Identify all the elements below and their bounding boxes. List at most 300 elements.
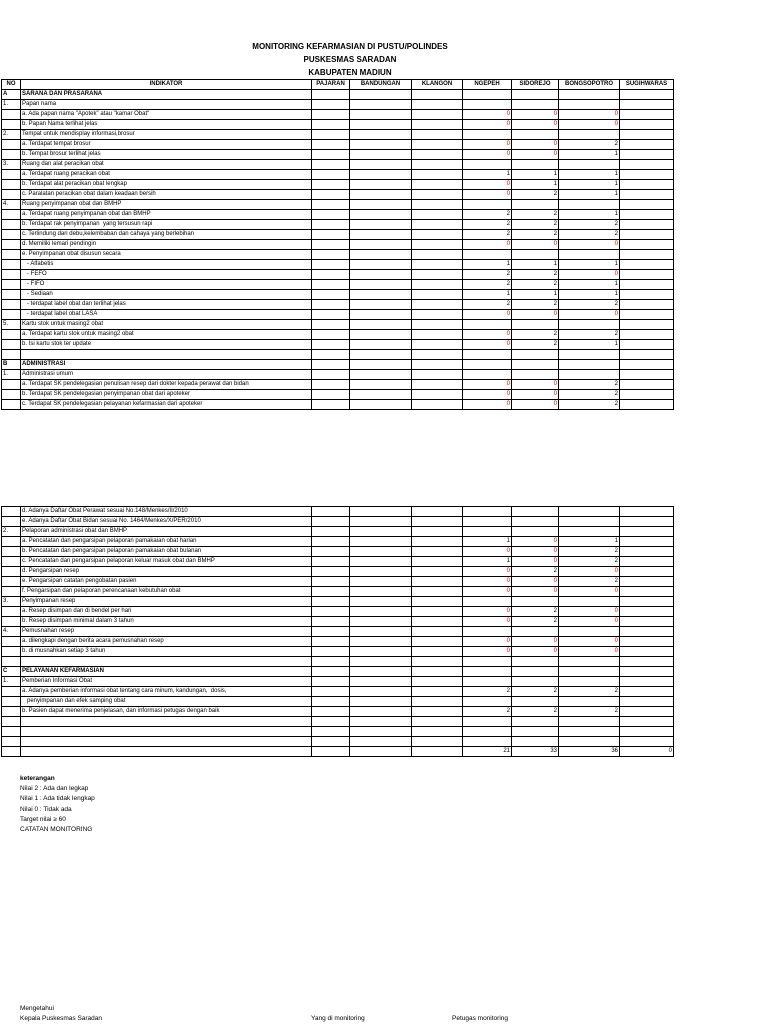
table-row bbox=[2, 310, 674, 320]
row-number bbox=[2, 607, 21, 617]
score-cell bbox=[350, 170, 412, 180]
score-cell bbox=[350, 310, 412, 320]
score-cell bbox=[350, 230, 412, 240]
score-cell bbox=[620, 350, 674, 360]
indicator-text: a. Terdapat ruang penyimpanan obat dan BMHP bbox=[21, 210, 312, 220]
table-row bbox=[2, 120, 674, 130]
column-header: BANDUNGAN bbox=[350, 80, 412, 90]
score-cell bbox=[350, 727, 412, 737]
row-number bbox=[2, 507, 21, 517]
score-cell bbox=[559, 657, 620, 667]
indicator-text: Pemusnahan resep bbox=[21, 627, 312, 637]
score-cell bbox=[312, 687, 350, 697]
score-cell bbox=[312, 537, 350, 547]
score-cell bbox=[559, 200, 620, 210]
table-row bbox=[2, 747, 674, 757]
score-cell bbox=[350, 697, 412, 707]
score-cell bbox=[312, 567, 350, 577]
score-cell bbox=[350, 747, 412, 757]
score-cell bbox=[512, 657, 559, 667]
table-row bbox=[2, 687, 674, 697]
score-cell bbox=[312, 250, 350, 260]
table-row bbox=[2, 290, 674, 300]
score-cell bbox=[620, 170, 674, 180]
score-cell: 1 bbox=[463, 290, 512, 300]
row-number: 2. bbox=[2, 130, 21, 140]
score-cell bbox=[463, 527, 512, 537]
score-cell: 2 bbox=[463, 707, 512, 717]
score-cell bbox=[412, 250, 463, 260]
row-number: 2. bbox=[2, 527, 21, 537]
score-cell bbox=[312, 200, 350, 210]
indicator-text: d. Pengarsipan resep bbox=[21, 567, 312, 577]
indicator-text: c. Pencatatan dan pengarsipan pelaporan keluar masuk obat dan BMHP bbox=[21, 557, 312, 567]
score-cell bbox=[350, 190, 412, 200]
score-cell bbox=[620, 200, 674, 210]
score-cell bbox=[412, 587, 463, 597]
score-cell bbox=[512, 667, 559, 677]
score-cell bbox=[559, 667, 620, 677]
table-row bbox=[2, 300, 674, 310]
indicator-text bbox=[21, 727, 312, 737]
score-cell bbox=[620, 390, 674, 400]
score-cell bbox=[412, 717, 463, 727]
table-row bbox=[2, 190, 674, 200]
table-row bbox=[2, 607, 674, 617]
score-cell bbox=[412, 90, 463, 100]
table-row bbox=[2, 230, 674, 240]
indicator-text: Ruang dan alat peracikan obat bbox=[21, 160, 312, 170]
score-cell bbox=[412, 200, 463, 210]
score-cell bbox=[312, 210, 350, 220]
score-cell bbox=[350, 627, 412, 637]
score-cell bbox=[620, 230, 674, 240]
score-cell bbox=[412, 180, 463, 190]
row-number bbox=[2, 517, 21, 527]
score-cell bbox=[559, 90, 620, 100]
score-cell bbox=[620, 547, 674, 557]
score-cell: 1 bbox=[559, 260, 620, 270]
score-cell bbox=[620, 260, 674, 270]
score-cell bbox=[312, 727, 350, 737]
score-cell bbox=[512, 717, 559, 727]
score-cell bbox=[620, 370, 674, 380]
score-cell: 2 bbox=[559, 707, 620, 717]
indicator-text bbox=[21, 350, 312, 360]
row-number bbox=[2, 300, 21, 310]
score-cell: 2 bbox=[463, 687, 512, 697]
score-cell bbox=[350, 290, 412, 300]
row-number bbox=[2, 380, 21, 390]
indicator-text bbox=[21, 747, 312, 757]
table-row bbox=[2, 737, 674, 747]
score-cell bbox=[312, 180, 350, 190]
score-cell: 2 bbox=[512, 300, 559, 310]
table-row bbox=[2, 270, 674, 280]
score-cell bbox=[512, 200, 559, 210]
score-cell bbox=[312, 340, 350, 350]
score-cell bbox=[463, 160, 512, 170]
score-cell: 0 bbox=[512, 240, 559, 250]
score-cell bbox=[312, 190, 350, 200]
score-cell bbox=[350, 120, 412, 130]
score-cell bbox=[559, 100, 620, 110]
score-cell: 0 bbox=[463, 150, 512, 160]
score-cell bbox=[412, 310, 463, 320]
score-cell bbox=[350, 557, 412, 567]
score-cell bbox=[312, 647, 350, 657]
score-cell: 2 bbox=[559, 547, 620, 557]
legend-line: Nilai 1 : Ada tidak lengkap bbox=[20, 795, 95, 803]
score-cell bbox=[620, 637, 674, 647]
score-cell bbox=[312, 280, 350, 290]
score-cell bbox=[620, 150, 674, 160]
score-cell: 0 bbox=[463, 577, 512, 587]
score-cell: 0 bbox=[512, 120, 559, 130]
row-number bbox=[2, 717, 21, 727]
legend-line: Nilai 2 : Ada dan legkap bbox=[20, 785, 89, 793]
column-header: SUGIHWARAS bbox=[620, 80, 674, 90]
score-cell bbox=[312, 547, 350, 557]
score-cell bbox=[350, 717, 412, 727]
score-cell bbox=[312, 150, 350, 160]
indicator-text: c. Terlindung dari debu,kelembaban dan cahaya yang berlebihan bbox=[21, 230, 312, 240]
score-cell bbox=[620, 627, 674, 637]
indicator-text bbox=[21, 657, 312, 667]
score-cell bbox=[350, 140, 412, 150]
score-cell bbox=[350, 300, 412, 310]
table-row bbox=[2, 340, 674, 350]
indicator-text: - Alfabetis bbox=[21, 260, 312, 270]
indicator-text: - FEFO bbox=[21, 270, 312, 280]
score-cell: 1 bbox=[559, 150, 620, 160]
score-cell bbox=[620, 707, 674, 717]
score-cell: 1 bbox=[559, 210, 620, 220]
score-cell bbox=[463, 90, 512, 100]
score-cell bbox=[412, 330, 463, 340]
score-cell bbox=[620, 647, 674, 657]
indicator-text: b. Terdapat SK pendelegasian penyimpanan obat dari apoteker bbox=[21, 390, 312, 400]
score-cell bbox=[412, 687, 463, 697]
score-cell: 2 bbox=[559, 140, 620, 150]
column-header: BONGSOPOTRO bbox=[559, 80, 620, 90]
score-cell bbox=[350, 637, 412, 647]
score-cell bbox=[463, 657, 512, 667]
score-cell bbox=[620, 667, 674, 677]
indicator-text: a. dilengkapi dengan berita acara pemusnahan resep bbox=[21, 637, 312, 647]
indicator-text: d. Memiliki lemari pendingin bbox=[21, 240, 312, 250]
score-cell bbox=[412, 140, 463, 150]
score-cell bbox=[559, 517, 620, 527]
indicator-text: a. Terdapat ruang peracikan obat bbox=[21, 170, 312, 180]
row-number bbox=[2, 617, 21, 627]
score-cell bbox=[620, 330, 674, 340]
score-cell bbox=[559, 627, 620, 637]
indicator-text: a. Pencatatan dan pengarsipan pelaporan pamakaian obat harian bbox=[21, 537, 312, 547]
score-cell bbox=[559, 717, 620, 727]
row-number: 5. bbox=[2, 320, 21, 330]
table-row bbox=[2, 110, 674, 120]
score-cell bbox=[412, 380, 463, 390]
score-cell bbox=[620, 380, 674, 390]
score-cell: 1 bbox=[559, 170, 620, 180]
score-cell: 0 bbox=[559, 607, 620, 617]
score-cell bbox=[350, 320, 412, 330]
score-cell: 0 bbox=[512, 380, 559, 390]
indicator-text: SARANA DAN PRASARANA bbox=[21, 90, 312, 100]
table-row bbox=[2, 210, 674, 220]
score-cell bbox=[620, 300, 674, 310]
indicator-text: Tempat untuk mendisplay informasi,brosur bbox=[21, 130, 312, 140]
score-cell bbox=[412, 320, 463, 330]
row-number bbox=[2, 547, 21, 557]
column-header: INDIKATOR bbox=[21, 80, 312, 90]
score-cell bbox=[412, 747, 463, 757]
score-cell bbox=[350, 567, 412, 577]
score-cell bbox=[350, 330, 412, 340]
score-cell bbox=[350, 160, 412, 170]
score-cell: 2 bbox=[463, 280, 512, 290]
score-cell: 0 bbox=[463, 647, 512, 657]
score-cell bbox=[559, 527, 620, 537]
row-number bbox=[2, 270, 21, 280]
score-cell: 2 bbox=[512, 190, 559, 200]
score-cell bbox=[412, 360, 463, 370]
score-cell bbox=[312, 507, 350, 517]
score-cell: 0 bbox=[559, 110, 620, 120]
score-cell bbox=[412, 110, 463, 120]
score-cell bbox=[312, 637, 350, 647]
row-number bbox=[2, 230, 21, 240]
table-row bbox=[2, 180, 674, 190]
score-cell: 0 bbox=[463, 547, 512, 557]
score-cell bbox=[412, 697, 463, 707]
score-cell: 0 bbox=[559, 647, 620, 657]
score-cell: 1 bbox=[512, 290, 559, 300]
score-cell bbox=[350, 517, 412, 527]
score-cell bbox=[412, 280, 463, 290]
table-row bbox=[2, 547, 674, 557]
score-cell bbox=[620, 687, 674, 697]
legend-notes bbox=[20, 774, 95, 835]
table-row bbox=[2, 320, 674, 330]
score-cell: 2 bbox=[512, 210, 559, 220]
row-number bbox=[2, 637, 21, 647]
score-cell bbox=[620, 577, 674, 587]
score-cell bbox=[620, 537, 674, 547]
row-number: 1. bbox=[2, 100, 21, 110]
score-cell bbox=[350, 260, 412, 270]
score-cell: 0 bbox=[512, 310, 559, 320]
signature-yang-dimonitoring: Yang di monitoring bbox=[311, 1015, 365, 1022]
table-row bbox=[2, 647, 674, 657]
score-cell bbox=[412, 170, 463, 180]
score-cell bbox=[412, 627, 463, 637]
score-cell bbox=[512, 370, 559, 380]
indicator-text: - FIFO bbox=[21, 280, 312, 290]
score-cell bbox=[620, 507, 674, 517]
indicator-text: Pemberian Informasi Obat bbox=[21, 677, 312, 687]
indicator-text: c. Paralatan peracikan obat dalam keadaan bersih bbox=[21, 190, 312, 200]
score-cell bbox=[412, 340, 463, 350]
score-cell: 1 bbox=[463, 537, 512, 547]
score-cell bbox=[312, 170, 350, 180]
row-number bbox=[2, 290, 21, 300]
score-cell bbox=[312, 390, 350, 400]
score-cell bbox=[463, 250, 512, 260]
table-row bbox=[2, 390, 674, 400]
score-cell bbox=[412, 240, 463, 250]
score-cell: 0 bbox=[512, 637, 559, 647]
score-cell bbox=[412, 100, 463, 110]
score-cell bbox=[412, 557, 463, 567]
score-cell bbox=[312, 627, 350, 637]
score-cell bbox=[512, 160, 559, 170]
score-cell bbox=[350, 527, 412, 537]
score-cell: 1 bbox=[512, 180, 559, 190]
table-row bbox=[2, 370, 674, 380]
score-cell bbox=[312, 747, 350, 757]
row-number bbox=[2, 587, 21, 597]
score-cell bbox=[620, 270, 674, 280]
score-cell bbox=[620, 360, 674, 370]
column-header: NO bbox=[2, 80, 21, 90]
row-number bbox=[2, 400, 21, 410]
score-cell bbox=[620, 557, 674, 567]
score-cell bbox=[312, 400, 350, 410]
score-cell bbox=[620, 110, 674, 120]
score-cell bbox=[412, 527, 463, 537]
score-cell: 2 bbox=[512, 567, 559, 577]
score-cell bbox=[620, 240, 674, 250]
score-cell bbox=[412, 517, 463, 527]
score-cell: 0 bbox=[463, 637, 512, 647]
score-cell: 2 bbox=[512, 707, 559, 717]
score-cell bbox=[412, 547, 463, 557]
score-cell bbox=[350, 390, 412, 400]
row-number bbox=[2, 240, 21, 250]
score-cell bbox=[620, 130, 674, 140]
score-cell: 0 bbox=[463, 120, 512, 130]
report-subtitle-puskesmas: PUSKESMAS SARADAN bbox=[303, 55, 397, 64]
score-cell bbox=[350, 220, 412, 230]
score-cell bbox=[350, 360, 412, 370]
score-cell: 0 bbox=[512, 647, 559, 657]
score-cell bbox=[412, 220, 463, 230]
score-cell bbox=[463, 507, 512, 517]
legend-title: keterangan bbox=[20, 775, 55, 782]
score-cell: 0 bbox=[463, 180, 512, 190]
score-cell bbox=[559, 677, 620, 687]
score-cell: 2 bbox=[512, 270, 559, 280]
score-cell bbox=[463, 717, 512, 727]
score-cell: 0 bbox=[463, 340, 512, 350]
score-cell: 2 bbox=[559, 577, 620, 587]
score-cell bbox=[312, 617, 350, 627]
score-cell: 2 bbox=[463, 270, 512, 280]
table-row bbox=[2, 380, 674, 390]
column-header: PAJARAN bbox=[312, 80, 350, 90]
indicator-text: b. Papan Nama terlihat jelas bbox=[21, 120, 312, 130]
table-row bbox=[2, 90, 674, 100]
score-cell bbox=[350, 250, 412, 260]
indicator-text: Pelaporan administrasi obat dan BMHP bbox=[21, 527, 312, 537]
score-cell bbox=[463, 200, 512, 210]
score-cell bbox=[559, 597, 620, 607]
row-number bbox=[2, 647, 21, 657]
score-cell: 0 bbox=[512, 557, 559, 567]
indicator-text: - terdapat label obat dan terlihat jelas bbox=[21, 300, 312, 310]
table-row bbox=[2, 627, 674, 637]
score-cell bbox=[312, 240, 350, 250]
table-row bbox=[2, 537, 674, 547]
score-cell bbox=[350, 130, 412, 140]
row-number bbox=[2, 577, 21, 587]
score-cell bbox=[412, 667, 463, 677]
indicator-text: a. Terdapat tempat brosur bbox=[21, 140, 312, 150]
score-cell bbox=[559, 370, 620, 380]
score-cell: 0 bbox=[463, 587, 512, 597]
indicator-text: e. Pengarsipan catatan pengobatan pasien bbox=[21, 577, 312, 587]
row-number bbox=[2, 747, 21, 757]
report-title: MONITORING KEFARMASIAN DI PUSTU/POLINDES bbox=[252, 42, 448, 51]
score-cell bbox=[463, 737, 512, 747]
score-cell: 2 bbox=[559, 230, 620, 240]
table-row bbox=[2, 240, 674, 250]
score-cell bbox=[412, 607, 463, 617]
score-cell bbox=[312, 320, 350, 330]
score-cell bbox=[412, 507, 463, 517]
score-cell bbox=[412, 150, 463, 160]
table-row bbox=[2, 130, 674, 140]
score-cell: 2 bbox=[463, 210, 512, 220]
score-cell bbox=[312, 527, 350, 537]
score-cell bbox=[312, 120, 350, 130]
row-number: 4. bbox=[2, 627, 21, 637]
score-cell bbox=[620, 290, 674, 300]
indicator-text: b. Resep disimpan minimal dalam 3 tahun bbox=[21, 617, 312, 627]
score-cell: 0 bbox=[559, 587, 620, 597]
row-number bbox=[2, 260, 21, 270]
score-cell bbox=[350, 707, 412, 717]
score-cell: 36 bbox=[559, 747, 620, 757]
score-cell bbox=[312, 717, 350, 727]
row-number: A bbox=[2, 90, 21, 100]
score-cell: 1 bbox=[463, 557, 512, 567]
score-cell bbox=[312, 90, 350, 100]
score-cell bbox=[512, 527, 559, 537]
score-cell bbox=[350, 547, 412, 557]
score-cell bbox=[620, 697, 674, 707]
score-cell: 0 bbox=[512, 577, 559, 587]
score-cell bbox=[312, 100, 350, 110]
column-header: SIDOREJO bbox=[512, 80, 559, 90]
score-cell bbox=[512, 320, 559, 330]
row-number: 1. bbox=[2, 677, 21, 687]
table-row bbox=[2, 160, 674, 170]
table-row bbox=[2, 400, 674, 410]
score-cell bbox=[312, 230, 350, 240]
score-cell bbox=[512, 727, 559, 737]
score-cell: 2 bbox=[559, 400, 620, 410]
score-cell: 0 bbox=[512, 547, 559, 557]
row-number bbox=[2, 310, 21, 320]
table-row bbox=[2, 260, 674, 270]
score-cell bbox=[312, 607, 350, 617]
score-cell bbox=[312, 517, 350, 527]
indicator-text: a. Terdapat kartu stok untuk masing2 obat bbox=[21, 330, 312, 340]
score-cell bbox=[620, 677, 674, 687]
